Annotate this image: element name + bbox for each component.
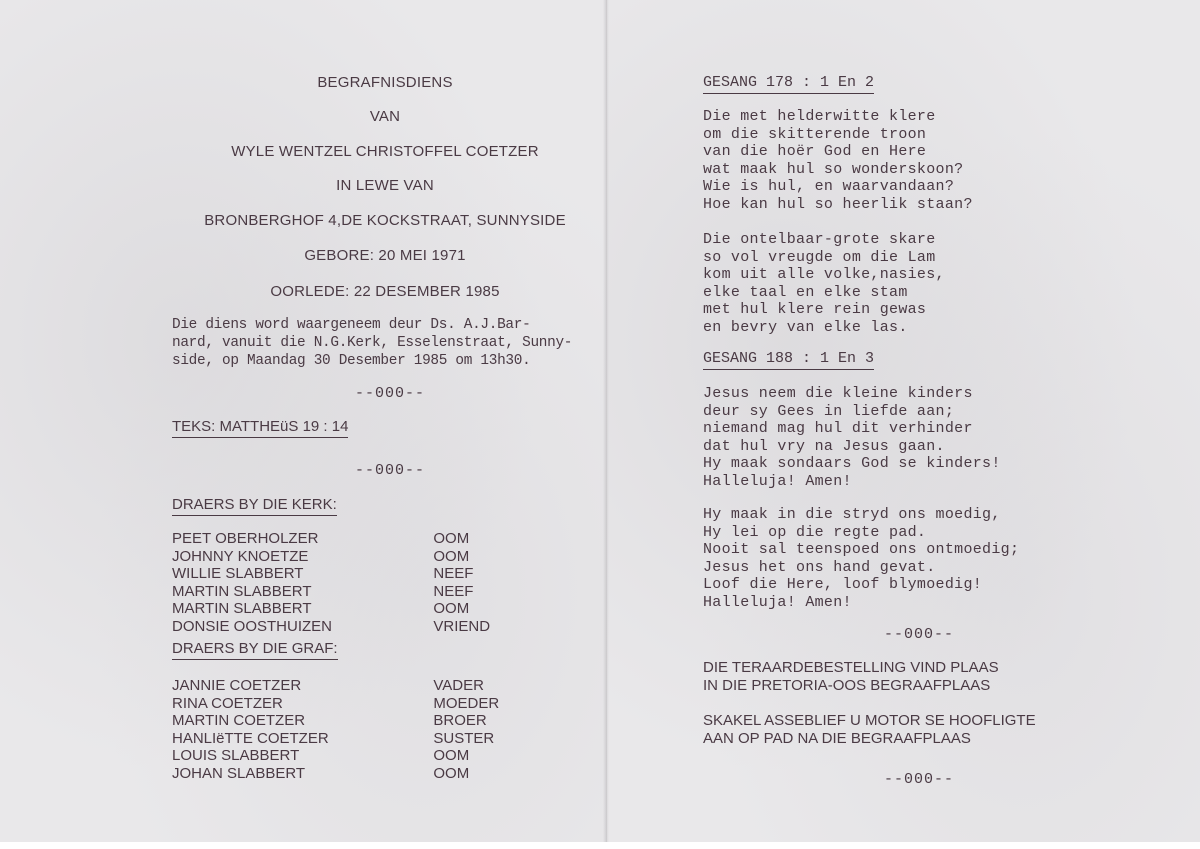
hymn-188-verse-3: Hy maak in die stryd ons moedig, Hy lei op die regte pad. Nooit sal teenspoed ons ontmoedig; Jesus het ons hand gevat. Loof die Here, loof blymoedig! Halleluja! Amen! [703,506,1020,611]
service-details: Die diens word waargeneem deur Ds. A.J.Bar- nard, vanuit die N.G.Kerk, Esselenstraat, Sunny- side, op Maandag 30 Desember 1985 om 13h30. [172,317,573,369]
bearer-row [172,765,512,783]
bearer-name: HANLIëTTE COETZER [172,729,329,747]
deceased-name: WYLE WENTZEL CHRISTOFFEL COETZER [231,143,539,160]
bearer-relation: BROER [433,712,487,729]
hymn-188-heading: GESANG 188 : 1 En 3 [703,350,874,370]
bearer-name: MARTIN SLABBERT [172,600,312,617]
bearer-row [172,712,512,730]
bearer-name: JOHNNY KNOETZE [172,547,309,565]
bearer-row [172,530,512,548]
separator-1: --000-- [355,385,426,402]
bearer-name: MARTIN COETZER [172,712,306,729]
bearer-row [172,583,512,601]
bearer-relation: NEEF [433,565,474,582]
bearer-relation: VRIEND [433,617,491,635]
in-lewe-van-label: IN LEWE VAN [336,177,434,194]
hymn-178-heading: GESANG 178 : 1 En 2 [703,74,874,94]
grave-bearers-heading: DRAERS BY DIE GRAF: [172,640,338,660]
bearer-name: WILLIE SLABBERT [172,565,304,582]
bearer-relation: OOM [433,600,470,617]
bearer-relation: NEEF [433,582,474,600]
bearer-row [172,747,512,765]
death-date: OORLEDE: 22 DESEMBER 1985 [270,283,500,300]
headlights-notice: SKAKEL ASSEBLIEF U MOTOR SE HOOFLIGTE AAN OP PAD NA DIE BEGRAAFPLAAS [703,712,1036,747]
bearer-name: LOUIS SLABBERT [172,747,300,764]
bearer-row [172,618,512,636]
separator-4: --000-- [884,771,955,788]
bearer-name: MARTIN SLABBERT [172,582,312,600]
paper-bottom-edge [0,842,1200,849]
bearer-relation: MOEDER [433,694,500,712]
church-bearers-heading: DRAERS BY DIE KERK: [172,496,337,516]
bearer-name: JANNIE COETZER [172,677,302,694]
bearer-relation: VADER [433,677,484,694]
hymn-178-verse-2: Die ontelbaar-grote skare so vol vreugde om die Lam kom uit alle volke,nasies, elke taal en elke stam met hul klere rein gewas en bevry van elke las. [703,231,945,336]
bearer-relation: OOM [433,747,470,764]
burial-notice: DIE TERAARDEBESTELLING VIND PLAAS IN DIE PRETORIA-OOS BEGRAAFPLAAS [703,659,999,694]
bearer-row [172,600,512,618]
bearer-name: RINA COETZER [172,694,283,712]
bearer-row [172,695,512,713]
bearer-name: JOHAN SLABBERT [172,764,306,782]
bearer-name: DONSIE OOSTHUIZEN [172,617,333,635]
scripture-text: TEKS: MATTHEüS 19 : 14 [172,418,348,438]
bearer-name: PEET OBERHOLZER [172,530,319,547]
bearer-relation: SUSTER [433,729,495,747]
grave-bearers-list [172,677,512,782]
address: BRONBERGHOF 4,DE KOCKSTRAAT, SUNNYSIDE [204,212,566,229]
van-label: VAN [369,108,401,125]
birth-date: GEBORE: 20 MEI 1971 [304,247,466,264]
separator-2: --000-- [355,462,426,479]
separator-3: --000-- [884,626,955,643]
bearer-relation: OOM [433,530,470,547]
bearer-relation: OOM [433,547,470,565]
bearer-row [172,548,512,566]
program-title: BEGRAFNISDIENS [317,74,453,91]
hymn-188-verse-1: Jesus neem die kleine kinders deur sy Gees in liefde aan; niemand mag hul dit verhinder dat hul vry na Jesus gaan. Hy maak sondaars God se kinders! Halleluja! Amen! [703,385,1001,490]
bearer-row [172,677,512,695]
bearer-row [172,730,512,748]
center-fold [603,0,609,849]
bearer-relation: OOM [433,764,470,782]
church-bearers-list [172,530,512,635]
hymn-178-verse-1: Die met helderwitte klere om die skitterende troon van die hoër God en Here wat maak hul so wonderskoon? Wie is hul, en waarvandaan? Hoe kan hul so heerlik staan? [703,108,973,213]
bearer-row [172,565,512,583]
